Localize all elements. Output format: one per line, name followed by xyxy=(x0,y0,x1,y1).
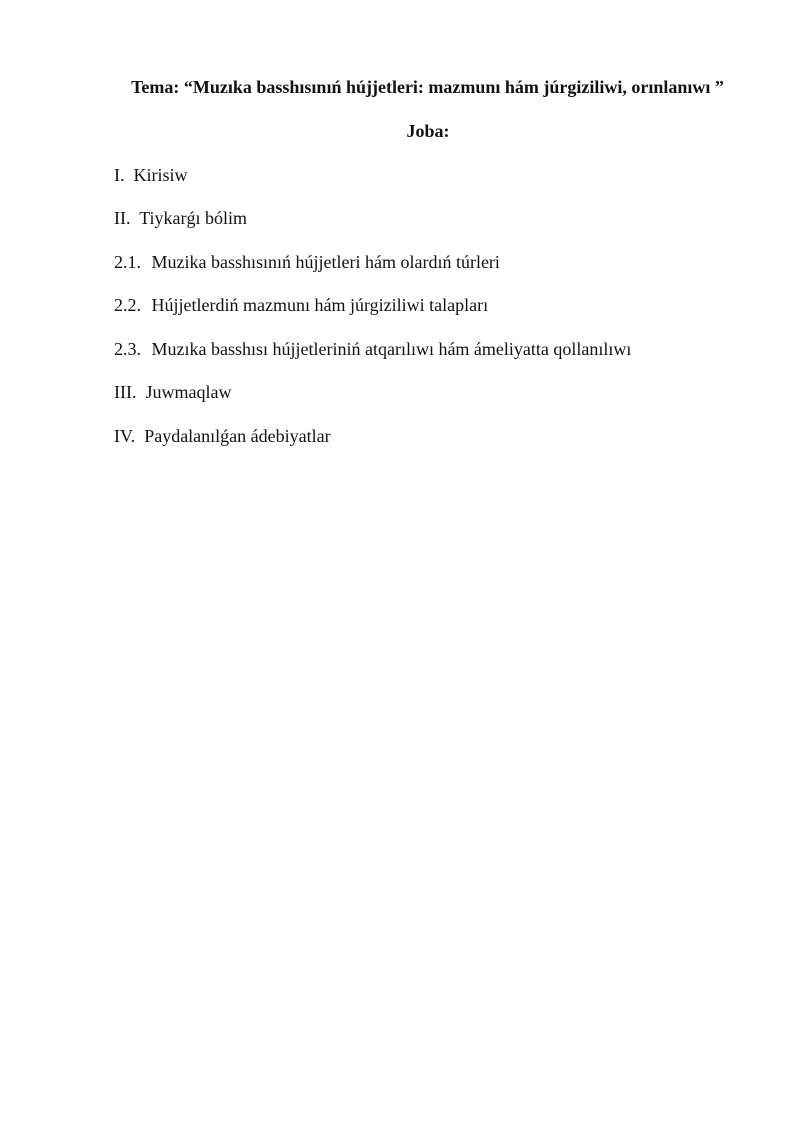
toc-item-number: 2.3. xyxy=(114,339,141,359)
toc-item-number: III. xyxy=(114,382,141,402)
toc-item-text: Kirisiw xyxy=(133,165,188,185)
toc-item-number: II. xyxy=(114,208,135,228)
toc-item-2-3 xyxy=(114,338,631,360)
toc-item-conclusion xyxy=(114,381,231,403)
toc-item-number: I. xyxy=(114,165,129,185)
toc-item-2-2 xyxy=(114,294,488,316)
toc-item-text: Hújjetlerdiń mazmunı hám júrgiziliwi talapları xyxy=(151,295,489,315)
toc-item-number: IV. xyxy=(114,426,140,446)
toc-item-references xyxy=(114,425,331,447)
toc-item-main-part xyxy=(114,207,247,229)
document-title: Tema: “Muzıka basshısınıń hújjetleri: mazmunı hám júrgiziliwi, orınlanıwı ” xyxy=(131,77,724,97)
toc-item-number: 2.2. xyxy=(114,295,141,315)
toc-item-2-1 xyxy=(114,251,500,273)
toc-item-text: Muzıka basshısı hújjetleriniń atqarılıwı hám ámeliyatta qollanılıwı xyxy=(151,339,632,359)
toc-item-text: Muzika basshısınıń hújjetleri hám olardıń túrleri xyxy=(151,252,500,272)
toc-item-text: Juwmaqlaw xyxy=(145,382,232,402)
toc-item-introduction xyxy=(114,164,188,186)
toc-item-text: Paydalanılǵan ádebiyatlar xyxy=(144,426,331,446)
plan-heading: Joba: xyxy=(406,121,450,141)
toc-item-number: 2.1. xyxy=(114,252,141,272)
toc-item-text: Tiykarǵı bólim xyxy=(139,208,248,228)
